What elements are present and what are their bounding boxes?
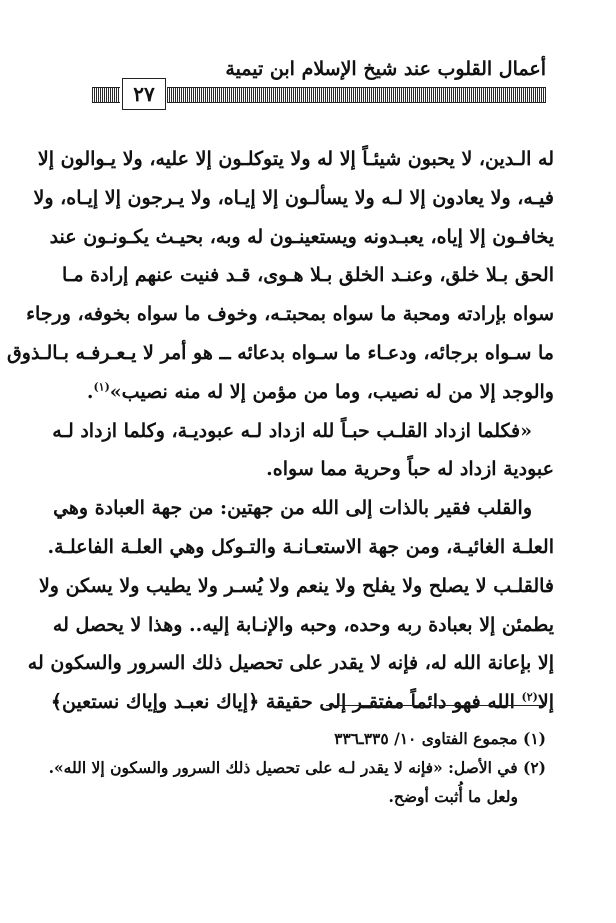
quote-end-period: . [86, 380, 94, 403]
quote-end-text: والوجد إلا من له نصيب، وما من مؤمن إلا له منه نصيب» [109, 380, 554, 403]
footnote-2-continued: ولعل ما أُثبت أوضح. [388, 787, 518, 806]
paragraph-end: عبودية ازداد له حباً وحرية مما سواه. [266, 458, 554, 481]
footnote-1: (١) مجموع الفتاوى ١٠/ ٣٣٥ـ٣٣٦ [334, 729, 546, 748]
text-line: فالقلـب لا يصلح ولا يفلح ولا ينعم ولا يُسـر ولا يطيب ولا يسكن ولا [38, 574, 554, 597]
text-line-last [50, 683, 554, 722]
text-line: يطمئن إلا بعبادة ربه وحده، وحبه والإنـابة إليه.. وهذا لا يحصل له [52, 613, 554, 636]
paragraph-start: «فكلما ازداد القلـب حبـاً لله ازداد لـه عبوديـة، وكلما ازداد لـه [52, 419, 532, 442]
text-line: يخافـون إلا إياه، يعبـدونه ويستعينـون له وبه، بحيـث يكـونـون عند [49, 225, 554, 248]
header-rule-right [167, 87, 546, 103]
text-line: له الـدين، لا يحبون شيئـاً إلا له ولا يتوكلـون إلا عليه، ولا يـوالون إلا [37, 148, 554, 170]
footnote-2: (٢) في الأصل: «فإنه لا يقدر لـه على تحصيل ذلك السرور والسكون إلا الله». [48, 758, 546, 777]
footnotes [48, 724, 546, 811]
text-line: العلـة الغائيـة، ومن جهة الاستعـانـة والتـوكل وهي العلـة الفاعلـة. [47, 535, 554, 558]
text-line: ما سـواه برجائه، ودعـاء ما سـواه بدعائه ــ هو أمر لا يـعـرفـه بـالـذوق [7, 341, 554, 364]
paragraph-start: والقلب فقير بالذات إلى الله من جهتين: من جهة العبادة وهي [53, 497, 532, 520]
footnote-ref-1[interactable]: (١) [93, 380, 110, 394]
running-title: أعمال القلوب عند شيخ الإسلام ابن تيمية [225, 58, 546, 80]
text-line: إلا بإعانة الله له، فإنه لا يقدر على تحصيل ذلك السرور والسكون له [27, 652, 554, 675]
text-line-quote-end [88, 373, 554, 412]
text-line: الحق بـلا خلق، وعنـد الخلق بـلا هـوى، قـد فنيت عنهم إرادة مـا [62, 264, 554, 287]
footnote-separator [326, 705, 546, 706]
header-rule-left [92, 87, 120, 103]
page-number: ٢٧ [122, 78, 166, 110]
last-line-rest: الله فهو دائماً مفتقـر إلى حقيقة ﴿إياك نعبـد وإياك نستعين﴾ [50, 691, 522, 714]
body-text [7, 140, 554, 722]
last-line-start: إلا [537, 691, 554, 714]
text-line: سواه بإرادته ومحبة ما سواه بمحبتـه، وخوف ما سواه بخوفه، ورجاء [26, 303, 554, 326]
footnote-ref-2[interactable]: (٢) [521, 690, 538, 704]
text-line: فيـه، ولا يعادون إلا لـه ولا يسألـون إلا إيـاه، ولا يـرجون إلا إيـاه، ولا [33, 186, 554, 209]
